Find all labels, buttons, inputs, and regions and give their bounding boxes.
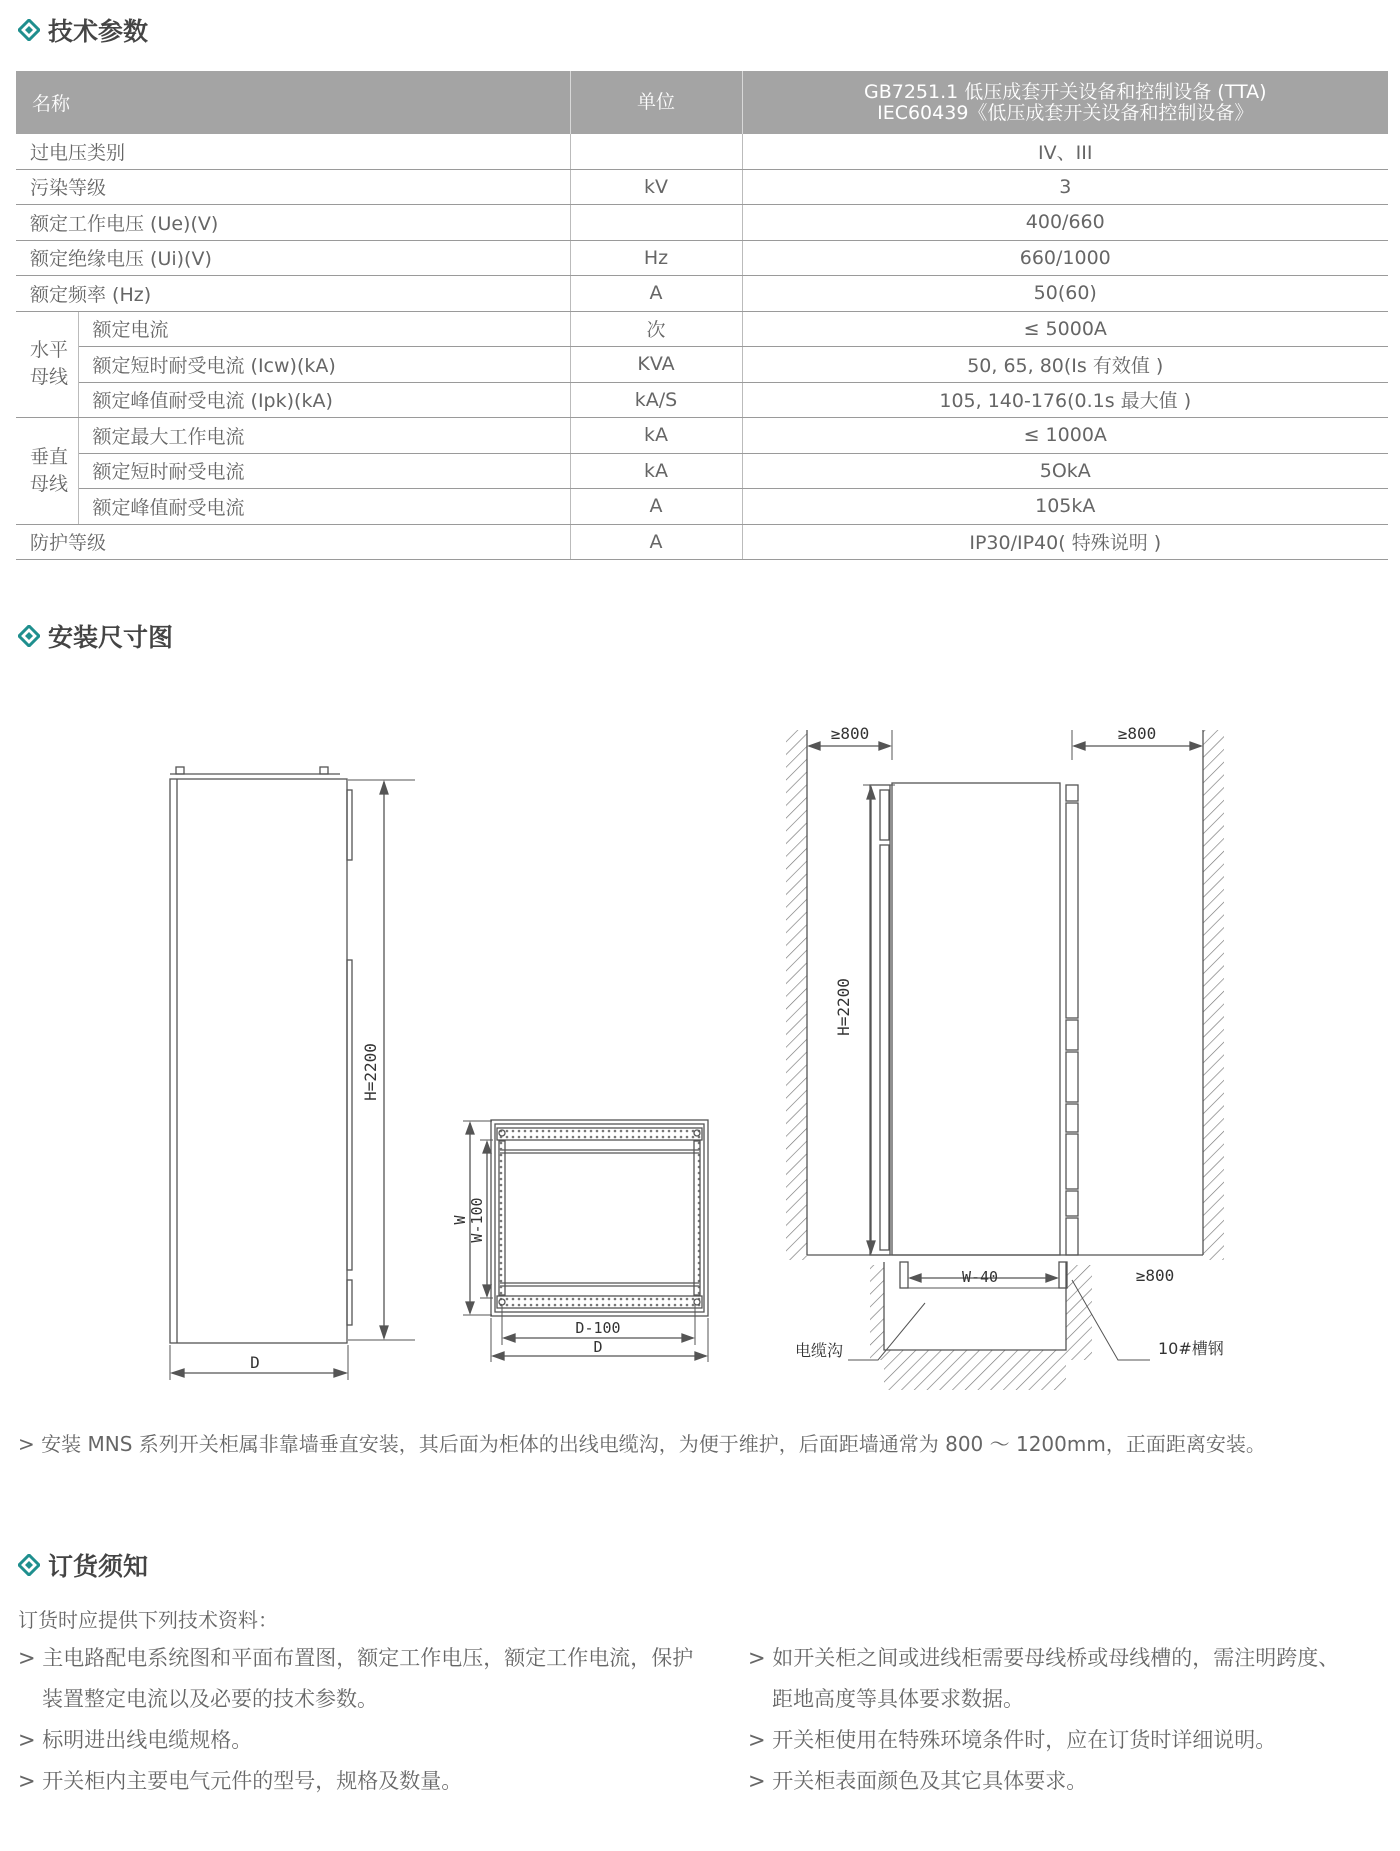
cable-trench-label: 电缆沟 bbox=[795, 1341, 844, 1360]
row-unit: 次 bbox=[570, 311, 742, 347]
list-item: > 标明进出线电缆规格。 bbox=[18, 1728, 253, 1752]
row-unit: kA bbox=[570, 418, 742, 454]
diamond-icon bbox=[18, 625, 40, 647]
list-item: > 开关柜使用在特殊环境条件时，应在订货时详细说明。 bbox=[748, 1728, 1277, 1752]
row-unit bbox=[570, 134, 742, 169]
w-minus-40-label: W-40 bbox=[961, 1268, 999, 1286]
table-row bbox=[16, 489, 1388, 525]
section-title-install bbox=[18, 618, 173, 654]
row-value: 50, 65, 80(Is 有效值 ) bbox=[742, 347, 1388, 383]
row-name: 过电压类别 bbox=[16, 134, 570, 169]
spec-table bbox=[16, 71, 1388, 560]
bottom-clearance-label: ≥800 bbox=[1135, 1266, 1175, 1285]
group-label-horizontal-busbar: 水平母线 bbox=[16, 311, 78, 418]
row-unit: kA/S bbox=[570, 382, 742, 418]
row-value: IP30/IP40( 特殊说明 ) bbox=[742, 524, 1388, 560]
list-item: 装置整定电流以及必要的技术参数。 bbox=[42, 1687, 378, 1711]
row-value: IV、III bbox=[742, 134, 1388, 169]
order-list-left bbox=[18, 1638, 693, 1802]
row-value: ≤ 1000A bbox=[742, 418, 1388, 454]
front-height-label: H=2200 bbox=[361, 1043, 380, 1101]
order-intro: 订货时应提供下列技术资料： bbox=[18, 1608, 278, 1632]
group-label-vertical-busbar: 垂直母线 bbox=[16, 418, 78, 525]
channel-steel-label: 10#槽钢 bbox=[1158, 1339, 1224, 1358]
row-name: 额定峰值耐受电流 bbox=[78, 489, 570, 525]
row-value: 105kA bbox=[742, 489, 1388, 525]
installation-note: > 安装 MNS 系列开关柜属非靠墙垂直安装，其后面为柜体的出线电缆沟，为便于维护，后面距墙通常为 800 ～ 1200mm，正面距离安装。 bbox=[18, 1432, 1266, 1456]
section-title-text: 订货须知 bbox=[48, 1552, 149, 1581]
table-row bbox=[16, 134, 1388, 169]
installation-dimension-drawing bbox=[0, 690, 1400, 1400]
row-unit: kV bbox=[570, 169, 742, 205]
right-clearance-label: ≥800 bbox=[1117, 724, 1157, 743]
section-title-tech bbox=[18, 12, 148, 48]
side-height-label: H=2200 bbox=[834, 978, 853, 1036]
row-unit bbox=[570, 205, 742, 241]
row-unit: A bbox=[570, 489, 742, 525]
table-row bbox=[16, 240, 1388, 276]
plan-depth-label: D bbox=[593, 1338, 603, 1356]
row-value: 660/1000 bbox=[742, 240, 1388, 276]
table-row bbox=[16, 382, 1388, 418]
row-value: 3 bbox=[742, 169, 1388, 205]
plan-depth-minus-100-label: D-100 bbox=[575, 1319, 621, 1337]
row-unit: KVA bbox=[570, 347, 742, 383]
side-section-view bbox=[786, 730, 1224, 1390]
row-name: 额定短时耐受电流 bbox=[78, 453, 570, 489]
order-list-right bbox=[748, 1638, 1339, 1802]
row-name: 额定峰值耐受电流 (Ipk)(kA) bbox=[78, 382, 570, 418]
row-name: 额定电流 bbox=[78, 311, 570, 347]
left-clearance-label: ≥800 bbox=[830, 724, 870, 743]
row-name: 额定工作电压 (Ue)(V) bbox=[16, 205, 570, 241]
table-row bbox=[16, 205, 1388, 241]
row-name: 额定绝缘电压 (Ui)(V) bbox=[16, 240, 570, 276]
header-standard-line1: GB7251.1 低压成套开关设备和控制设备 (TTA) bbox=[863, 80, 1267, 103]
plan-width-label: W bbox=[451, 1215, 469, 1225]
header-unit: 单位 bbox=[570, 71, 742, 134]
row-value: 50(60) bbox=[742, 276, 1388, 312]
table-row bbox=[16, 347, 1388, 383]
list-item: > 开关柜内主要电气元件的型号，规格及数量。 bbox=[18, 1769, 463, 1793]
row-unit: kA bbox=[570, 453, 742, 489]
list-item: > 如开关柜之间或进线柜需要母线桥或母线槽的，需注明跨度、 bbox=[748, 1646, 1340, 1670]
header-standard bbox=[742, 71, 1388, 134]
row-value: 5OkA bbox=[742, 453, 1388, 489]
row-name: 额定短时耐受电流 (Icw)(kA) bbox=[78, 347, 570, 383]
row-unit: A bbox=[570, 276, 742, 312]
row-value: 105, 140-176(0.1s 最大值 ) bbox=[742, 382, 1388, 418]
table-row bbox=[16, 169, 1388, 205]
table-row bbox=[16, 524, 1388, 560]
list-item: > 主电路配电系统图和平面布置图，额定工作电压，额定工作电流，保护 bbox=[18, 1646, 694, 1670]
diamond-icon bbox=[18, 19, 40, 41]
header-name: 名称 bbox=[16, 71, 570, 134]
row-name: 额定频率 (Hz) bbox=[16, 276, 570, 312]
section-title-text: 技术参数 bbox=[48, 17, 149, 46]
plan-width-minus-100-label: W-100 bbox=[468, 1197, 486, 1243]
table-header-row bbox=[16, 71, 1388, 134]
table-row bbox=[16, 453, 1388, 489]
list-item: > 开关柜表面颜色及其它具体要求。 bbox=[748, 1769, 1088, 1793]
list-item: 距地高度等具体要求数据。 bbox=[772, 1687, 1024, 1711]
section-title-order bbox=[18, 1547, 148, 1583]
table-row bbox=[16, 311, 1388, 347]
row-name: 额定最大工作电流 bbox=[78, 418, 570, 454]
row-name: 防护等级 bbox=[16, 524, 570, 560]
row-unit: Hz bbox=[570, 240, 742, 276]
header-standard-line2: IEC60439《低压成套开关设备和控制设备》 bbox=[877, 101, 1254, 124]
table-row bbox=[16, 276, 1388, 312]
table-row bbox=[16, 418, 1388, 454]
row-value: ≤ 5000A bbox=[742, 311, 1388, 347]
row-value: 400/660 bbox=[742, 205, 1388, 241]
row-unit: A bbox=[570, 524, 742, 560]
section-title-text: 安装尺寸图 bbox=[48, 623, 174, 652]
diamond-icon bbox=[18, 1554, 40, 1576]
row-name: 污染等级 bbox=[16, 169, 570, 205]
front-depth-label: D bbox=[250, 1353, 260, 1372]
